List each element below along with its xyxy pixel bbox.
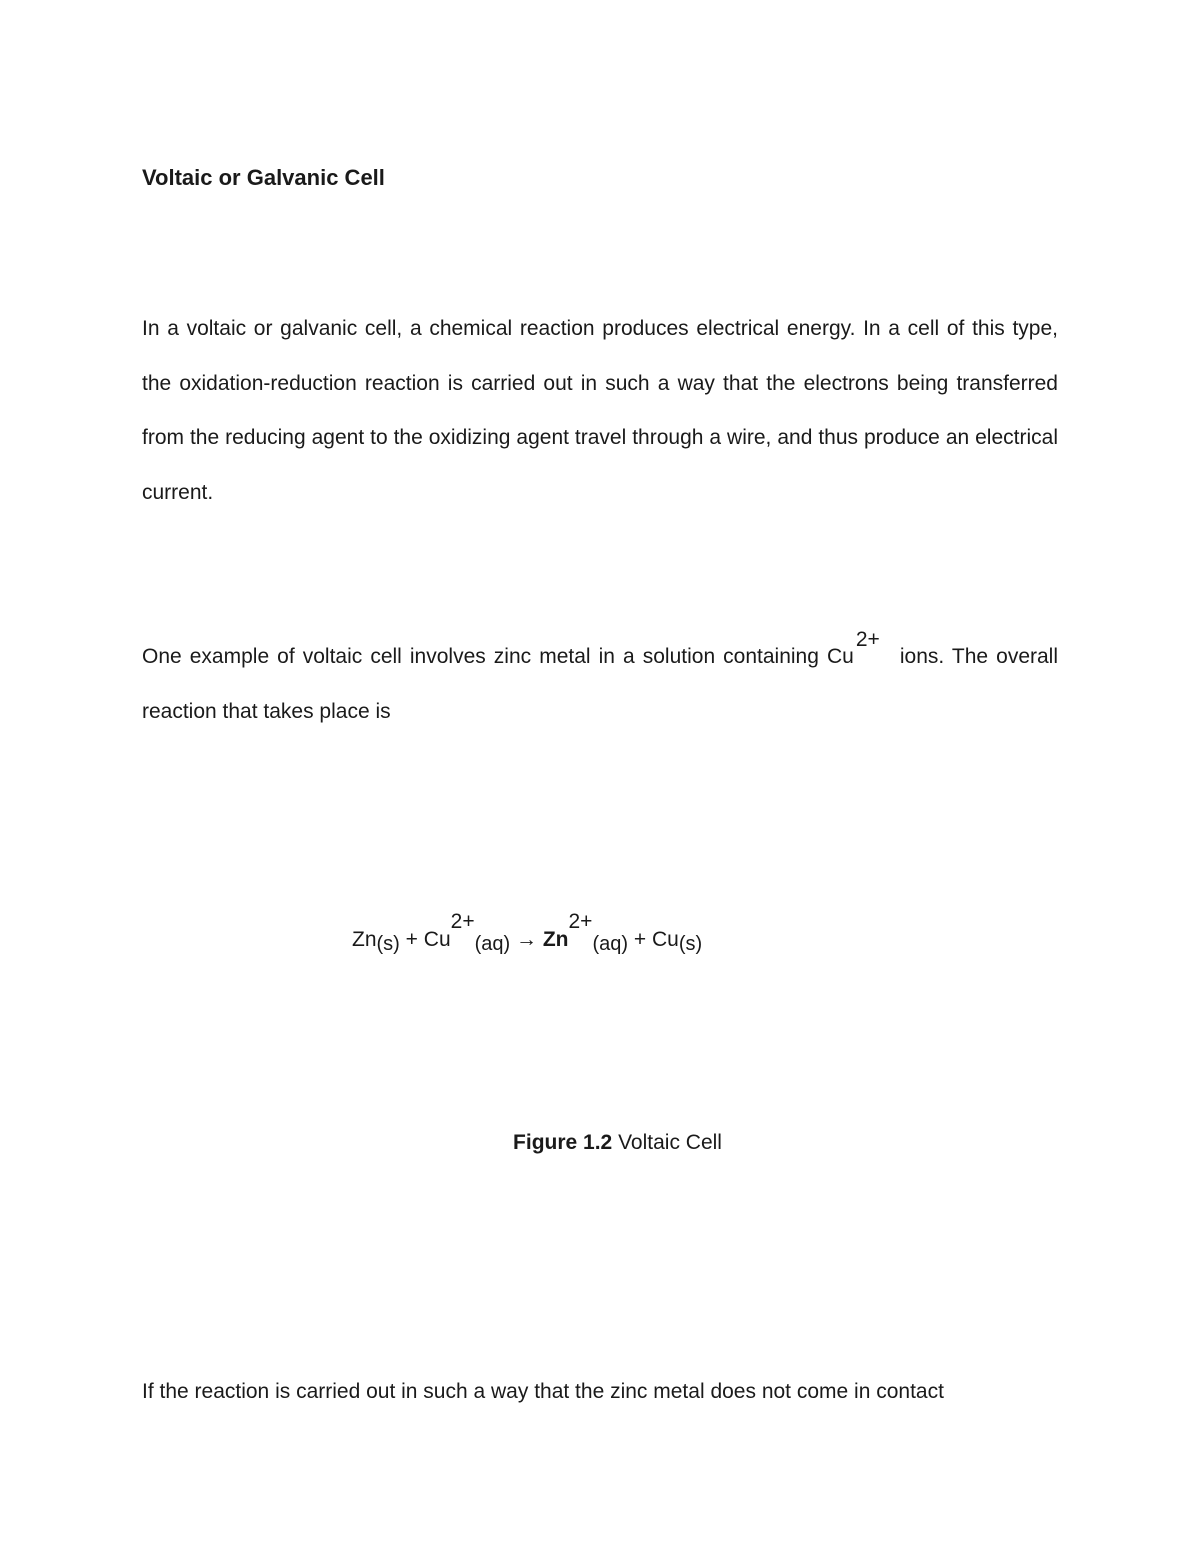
eq-zn-state: (s)	[376, 933, 400, 955]
paragraph-voltaic-definition: In a voltaic or galvanic cell, a chemical reaction produces electrical energy. In a cell of this type, the oxidation-reduction reaction is carried out in such a way that the electrons being transferred from the reducing agent to the oxidizing agent travel through a wire, and thus produce an electrical current.	[142, 317, 1058, 504]
figure-caption	[0, 1131, 1200, 1155]
paragraph-zinc-contact: If the reaction is carried out in such a way that the zinc metal does not come in contact	[142, 1380, 944, 1403]
paragraph-zinc-example	[142, 630, 1058, 739]
reaction-equation	[352, 910, 703, 955]
copper-ion-charge-label: 2+	[855, 628, 880, 651]
eq-cu-state: (aq)	[474, 933, 511, 955]
eq-cu-charge: 2+	[450, 910, 475, 933]
paragraph-zinc-example-text: One example of voltaic cell involves zinc metal in a solution containing Cu	[142, 645, 854, 668]
eq-plus-2: +	[628, 928, 652, 951]
eq-cu-product: Cu	[651, 928, 679, 951]
eq-arrow: →	[510, 928, 543, 951]
eq-zn-product-state: (aq)	[592, 933, 629, 955]
eq-cu-product-state: (s)	[678, 933, 703, 955]
eq-zn: Zn	[352, 928, 377, 951]
eq-zn-product-charge: 2+	[568, 910, 593, 933]
eq-cu: Cu	[423, 928, 451, 951]
paragraph-zinc-example-tail: ions. The overall reaction that takes place is	[142, 645, 1058, 723]
eq-plus-1: +	[399, 928, 424, 951]
figure-title: Voltaic Cell	[612, 1131, 722, 1154]
section-heading: Voltaic or Galvanic Cell	[142, 165, 385, 190]
eq-zn-product: Zn	[542, 928, 569, 951]
figure-label: Figure 1.2	[513, 1131, 613, 1154]
